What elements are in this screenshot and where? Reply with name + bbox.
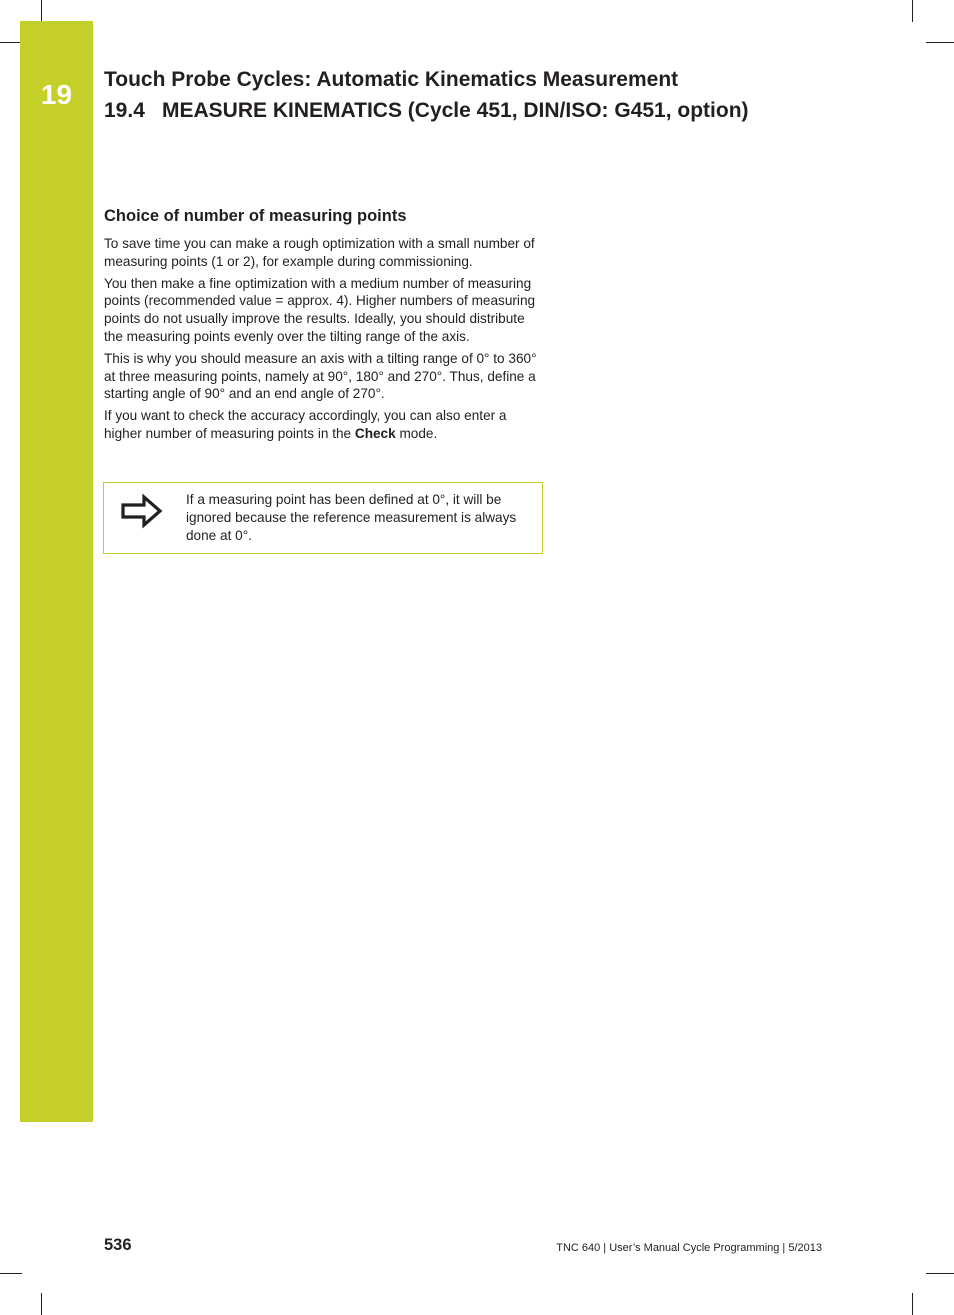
chapter-number: 19 — [40, 79, 73, 110]
section-heading — [104, 98, 749, 124]
crop-mark — [0, 42, 22, 43]
paragraph: This is why you should measure an axis with a tilting range of 0° to 360° at three measuring points, namely at 90°, 180° and 270°. Thus, define a starting angle of 90° and an end angle of 270°. — [104, 350, 537, 402]
note-text: If a measuring point has been defined at 0°, it will be ignored because the reference measurement is always done at 0°. — [186, 492, 517, 543]
subsection-heading: Choice of number of measuring points — [104, 207, 407, 225]
paragraph: To save time you can make a rough optimization with a small number of measuring points (1 or 2), for example during commissioning. — [104, 236, 535, 269]
note-box — [103, 482, 543, 554]
crop-mark — [912, 0, 913, 22]
chapter-title: Touch Probe Cycles: Automatic Kinematics Measurement — [104, 68, 679, 91]
crop-mark — [41, 0, 42, 22]
section-number: 19.4 — [104, 99, 145, 122]
check-mode-label: Check — [354, 425, 396, 441]
crop-mark — [926, 1273, 954, 1274]
paragraph — [104, 407, 544, 443]
crop-mark — [41, 1293, 42, 1315]
crop-mark — [926, 42, 954, 43]
paragraph: You then make a fine optimization with a medium number of measuring points (recommended value = approx. 4). Higher numbers of measuring points do not usually improve the results. Ideally, you should distribute the measuring points evenly over the tilting range of the axis. — [104, 275, 536, 344]
arrow-right-icon — [120, 493, 164, 529]
crop-mark — [912, 1293, 913, 1315]
chapter-sidebar — [20, 21, 93, 1122]
footer-text: TNC 640 | User’s Manual Cycle Programming | 5/2013 — [556, 1242, 822, 1254]
section-title: MEASURE KINEMATICS (Cycle 451, DIN/ISO: G451, option) — [162, 99, 749, 122]
paragraph-text: mode. — [395, 425, 438, 441]
main-content — [104, 205, 544, 447]
crop-mark — [0, 1273, 22, 1274]
paragraph-text: If you want to check the accuracy accordingly, you can also enter a higher number of measuring points in the — [104, 408, 507, 441]
page-number: 536 — [104, 1236, 132, 1254]
